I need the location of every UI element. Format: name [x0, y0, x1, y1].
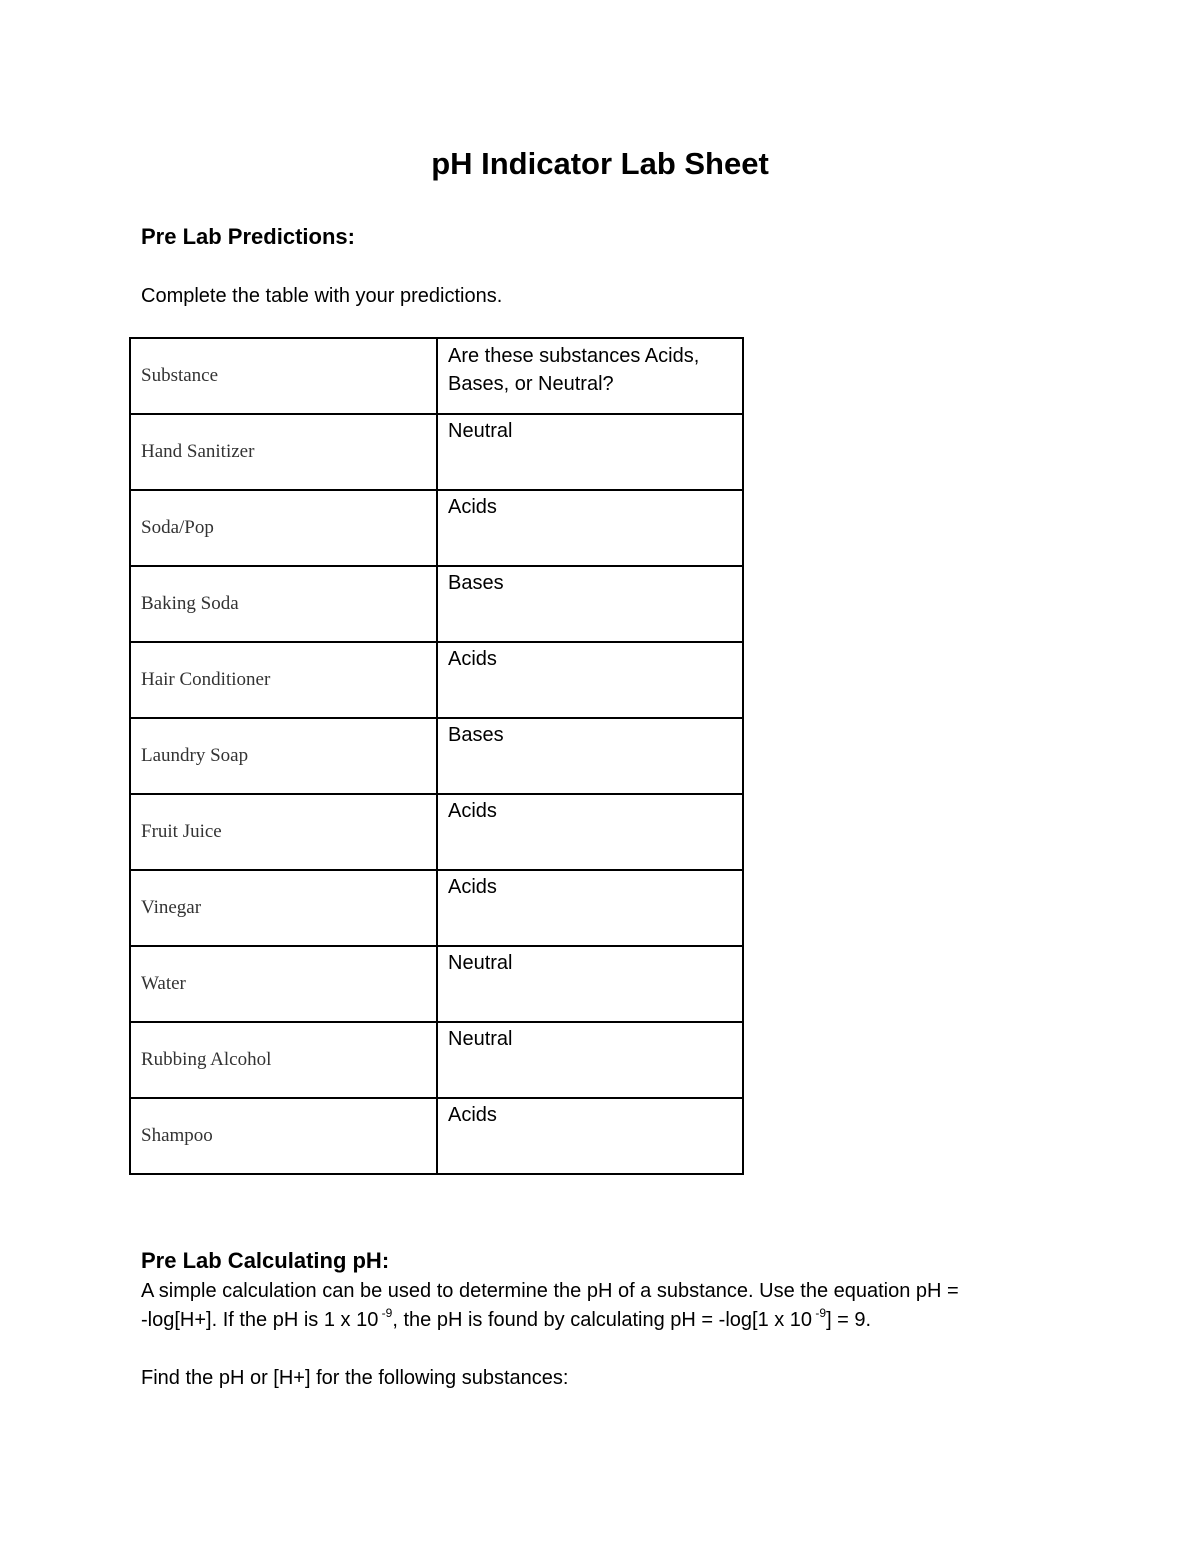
calc-line-1: A simple calculation can be used to determine the pH of a substance. Use the equation pH = [141, 1280, 959, 1302]
substance-cell: Hair Conditioner [130, 642, 437, 718]
page-title: pH Indicator Lab Sheet [431, 146, 769, 181]
exponent-1: -9 [378, 1306, 393, 1320]
table-row [130, 642, 743, 718]
answer-cell[interactable]: Acids [437, 1098, 743, 1174]
table-row [130, 946, 743, 1022]
table-row [130, 566, 743, 642]
substance-cell: Rubbing Alcohol [130, 1022, 437, 1098]
calc-line-2-part-a: -log[H+]. If the pH is 1 x 10 [141, 1309, 379, 1331]
calc-heading: Pre Lab Calculating pH: [141, 1248, 390, 1273]
calc-find-instruction: Find the pH or [H+] for the following substances: [141, 1367, 569, 1389]
substance-cell: Water [130, 946, 437, 1022]
substance-cell: Laundry Soap [130, 718, 437, 794]
answer-cell[interactable]: Bases [437, 566, 743, 642]
calc-line-2 [141, 1306, 871, 1335]
substance-cell: Hand Sanitizer [130, 414, 437, 490]
header-classification: Are these substances Acids, Bases, or Neutral? [437, 338, 743, 414]
substance-cell: Vinegar [130, 870, 437, 946]
substance-cell: Fruit Juice [130, 794, 437, 870]
substance-cell: Soda/Pop [130, 490, 437, 566]
predictions-instruction: Complete the table with your predictions. [141, 285, 503, 307]
table-row [130, 1098, 743, 1174]
header-substance: Substance [130, 338, 437, 414]
predictions-heading: Pre Lab Predictions: [141, 224, 355, 249]
table-row [130, 1022, 743, 1098]
answer-cell[interactable]: Acids [437, 642, 743, 718]
table-header-row [130, 338, 743, 414]
answer-cell[interactable]: Acids [437, 870, 743, 946]
substance-cell: Baking Soda [130, 566, 437, 642]
answer-cell[interactable]: Acids [437, 794, 743, 870]
table-row [130, 414, 743, 490]
answer-cell[interactable]: Neutral [437, 946, 743, 1022]
answer-cell[interactable]: Neutral [437, 1022, 743, 1098]
answer-cell[interactable]: Bases [437, 718, 743, 794]
calc-line-2-part-c: ] = 9. [826, 1309, 872, 1331]
substance-cell: Shampoo [130, 1098, 437, 1174]
table-row [130, 794, 743, 870]
table-row [130, 490, 743, 566]
predictions-table [129, 337, 744, 1175]
table-row [130, 870, 743, 946]
answer-cell[interactable]: Acids [437, 490, 743, 566]
calc-line-2-part-b: , the pH is found by calculating pH = -log[1 x 10 [392, 1309, 813, 1331]
answer-cell[interactable]: Neutral [437, 414, 743, 490]
table-row [130, 718, 743, 794]
exponent-2: -9 [812, 1306, 827, 1320]
